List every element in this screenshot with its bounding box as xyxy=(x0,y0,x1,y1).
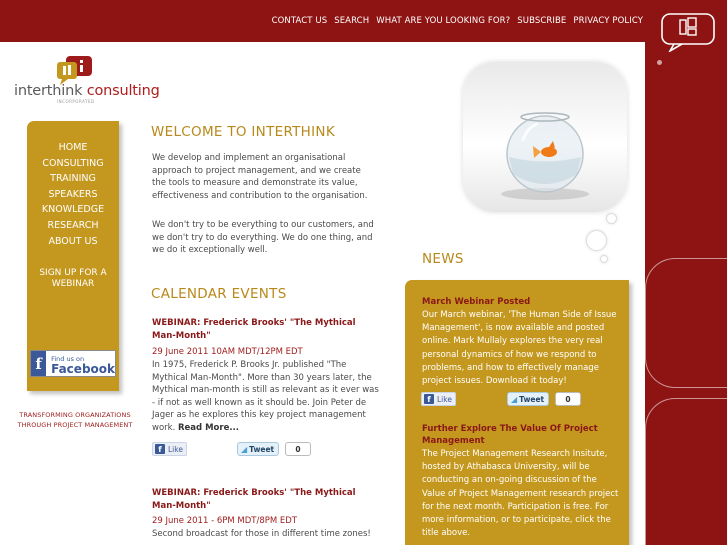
welcome-paragraph-1: We develop and implement an organisational approach to project management, and we create the tools to measure and demonstrate its value, effectiveness and contribution to the organisation. xyxy=(152,153,368,201)
logo-word-accent: consulting xyxy=(82,83,160,99)
sidebar-item-speakers[interactable]: SPEAKERS xyxy=(48,188,98,200)
nav-privacy-policy[interactable]: PRIVACY POLICY xyxy=(573,16,643,26)
sidebar-item-consulting[interactable]: CONSULTING xyxy=(42,157,104,169)
site-tagline: TRANSFORMING ORGANIZATIONS THROUGH PROJECT MANAGEMENT xyxy=(17,411,133,429)
tweet-count: 0 xyxy=(285,442,311,456)
tweet-label: Tweet xyxy=(249,444,275,454)
facebook-like-button[interactable] xyxy=(421,392,456,406)
event-title-link[interactable]: WEBINAR: Frederick Brooks' "The Mythical Man-Month" xyxy=(152,488,356,511)
news-headline-link[interactable]: March Webinar Posted xyxy=(422,297,531,307)
decorative-ring xyxy=(645,258,727,388)
facebook-icon: f xyxy=(155,444,165,454)
nav-what-are-you-looking-for[interactable]: WHAT ARE YOU LOOKING FOR? xyxy=(376,16,511,26)
welcome-paragraph-2: We don't try to be everything to our customers, and we don't try to do everything. We do one thing, and we do it exceptionally well. xyxy=(152,220,374,255)
fishbowl-image xyxy=(463,62,627,212)
sidebar xyxy=(27,121,119,391)
decorative-ring xyxy=(645,398,727,545)
event-description-text: In 1975, Frederick P. Brooks Jr. published "The Mythical Man-Month". More than 30 years later, the Mythical man-month is still as relevant as it ever was - if not as well known as it should be. Join Peter de Jager as he explores this key project management work. xyxy=(152,360,379,433)
tweet-button[interactable] xyxy=(507,392,549,406)
news-heading: NEWS xyxy=(422,251,464,267)
speech-bubble-logo-icon xyxy=(660,12,716,52)
event-description xyxy=(152,359,380,434)
twitter-bird-icon: ◢ xyxy=(241,444,248,454)
top-navigation xyxy=(0,0,645,42)
event-date: 29 June 2011 10AM MDT/12PM EDT xyxy=(152,347,303,357)
thought-dot xyxy=(586,230,607,251)
tweet-button[interactable] xyxy=(237,442,279,456)
read-more-link[interactable]: Read More... xyxy=(177,422,240,433)
sidebar-item-knowledge[interactable]: KNOWLEDGE xyxy=(41,204,105,216)
facebook-icon: f xyxy=(424,394,434,404)
signup-webinar-link[interactable]: SIGN UP FOR A WEBINAR xyxy=(39,268,107,289)
event-description: Second broadcast for those in different time zones! xyxy=(152,529,371,539)
sidebar-item-about-us[interactable]: ABOUT US xyxy=(48,235,98,247)
sidebar-item-research[interactable]: RESEARCH xyxy=(47,219,99,231)
facebook-like-button[interactable] xyxy=(152,442,187,456)
fishbowl-thought-bubble xyxy=(463,62,627,212)
calendar-heading: CALENDAR EVENTS xyxy=(151,286,287,302)
tweet-label: Tweet xyxy=(519,394,545,404)
logo-tagline: INCORPORATED xyxy=(57,99,95,104)
event-date: 29 June 2011 - 6PM MDT/8PM EDT xyxy=(152,516,298,526)
news-headline-link[interactable]: Further Explore The Value Of Project Management xyxy=(422,424,598,446)
like-label: Like xyxy=(168,444,183,454)
event-title-link[interactable]: WEBINAR: Frederick Brooks' "The Mythical Man-Month" xyxy=(152,318,356,341)
tweet-count: 0 xyxy=(555,392,581,406)
logo-wordmark[interactable] xyxy=(14,83,160,99)
news-body: Our March webinar, 'The Human Side of Issue Management', is now available and posted online. Mark Mullaly explores the very real personal dynamics of how we respond to problems, and how to effectively manage project issues. Download it today! xyxy=(422,310,617,387)
facebook-find-us-label: Find us on xyxy=(51,354,85,363)
welcome-heading: WELCOME TO INTERTHINK xyxy=(151,124,335,140)
facebook-badge[interactable] xyxy=(30,350,116,377)
sidebar-item-training[interactable]: TRAINING xyxy=(50,173,96,185)
twitter-bird-icon: ◢ xyxy=(511,394,518,404)
decorative-dot xyxy=(657,60,662,65)
news-panel xyxy=(405,280,629,545)
news-body: The Project Management Research Insitute, hosted by Athabasca University, will be conducting an on-going discussion of the Value of Project Management research project for the next month. Participation is free. For more information, or to participate, click the title above. xyxy=(422,449,619,539)
like-label: Like xyxy=(437,394,452,404)
logo-word-main: interthink xyxy=(14,83,83,99)
facebook-name-label: Facebook xyxy=(51,361,115,376)
sidebar-nav xyxy=(27,121,119,249)
nav-subscribe[interactable]: SUBSCRIBE xyxy=(517,16,567,26)
thought-dot xyxy=(606,213,617,224)
sidebar-item-home[interactable]: HOME xyxy=(58,142,88,153)
nav-contact-us[interactable]: CONTACT US xyxy=(271,16,328,26)
thought-dot xyxy=(600,255,608,263)
nav-search[interactable]: SEARCH xyxy=(334,16,370,26)
facebook-icon: f xyxy=(31,351,46,376)
